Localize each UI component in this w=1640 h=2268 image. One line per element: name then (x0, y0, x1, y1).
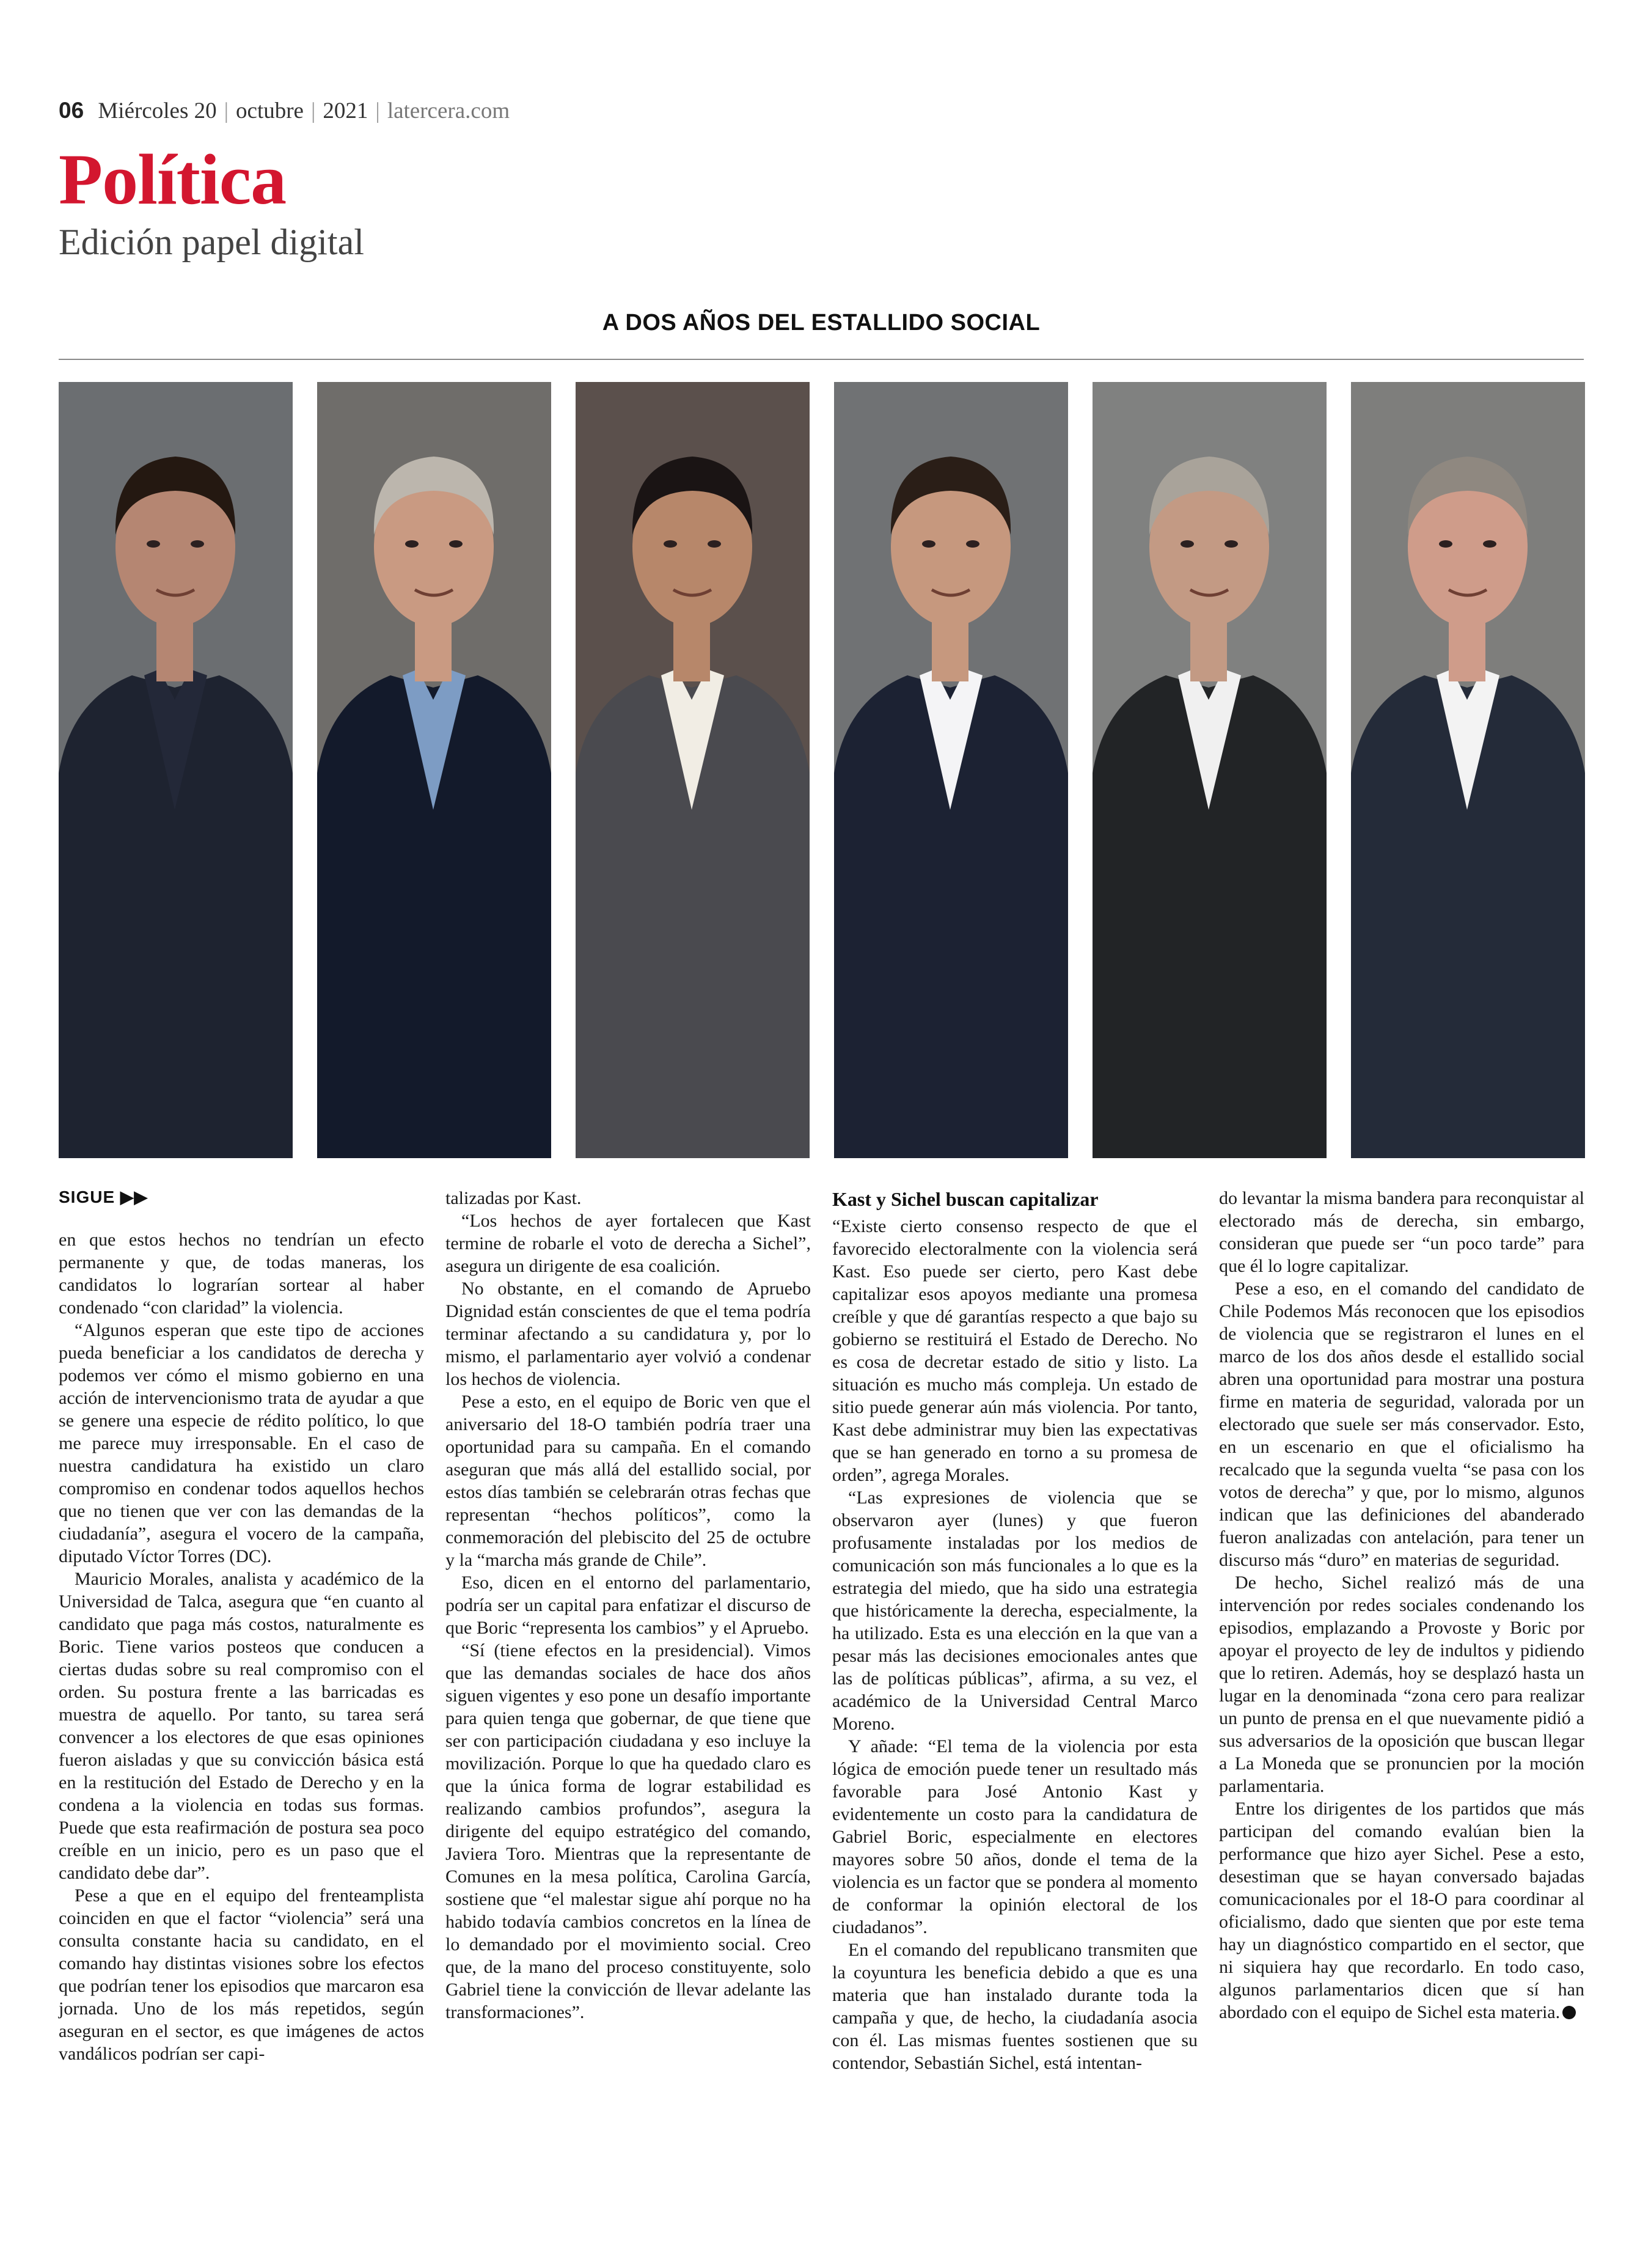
portrait-image (576, 382, 810, 1158)
portrait-eye (664, 540, 677, 548)
portrait-eye (966, 540, 979, 548)
folio-line (59, 98, 510, 124)
article-column-2 (445, 1187, 811, 2024)
article-column-3 (832, 1187, 1198, 2074)
article-paragraph: “Los hechos de ayer fortalecen que Kast termine de robarle el voto de derecha a Sichel”, asegura un dirigente de esa coalición. (445, 1211, 811, 1276)
portrait-eye (708, 540, 721, 548)
portrait-image (59, 382, 293, 1158)
page-number: 06 (59, 98, 84, 123)
end-of-story-bullet (1562, 2006, 1576, 2019)
article-paragraph: Eso, dicen en el entorno del parlamentario, podría ser un capital para enfatizar el discurso de que Boric “representa los cambios” y el Apruebo. (445, 1573, 811, 1638)
continuation-marker: SIGUE ▶▶ (59, 1187, 148, 1206)
subheading: Kast y Sichel buscan capitalizar (832, 1188, 1099, 1210)
candidate-photo-4 (834, 382, 1068, 1158)
article-paragraph: No obstante, en el comando de Apruebo Dignidad están conscientes de que el tema podría terminar afectando a su candidatura y, por lo mismo, el parlamentario ayer volvió a condenar los hechos de violencia. (445, 1279, 811, 1389)
article-paragraph: “Las expresiones de violencia que se observaron ayer (lunes) y que fueron profusamente instaladas por los medios de comunicación son más funcionales a lo que es la estrategia del miedo, que ha sido una estrategia que históricamente la derecha, especialmente, la ha utilizado. Esta es una elección en la que van a pesar más las decisiones emocionales antes que las de políticas públicas”, afirma, a su vez, el académico de la Universidad Central Marco Moreno. (832, 1488, 1198, 1734)
article-paragraph: En el comando del republicano transmiten que la coyuntura les beneficia debido a que es una materia que han instalado durante toda la campaña y que, de hecho, la ciudadanía asocia con él. Las mismas fuentes sostienen que su contendor, Sebastián Sichel, está intentan- (832, 1940, 1198, 2073)
candidate-photo-6 (1351, 382, 1585, 1158)
article-paragraph: De hecho, Sichel realizó más de una intervención por redes sociales condenando los episodios, emplazando a Provoste y Boric por apoyar el proyecto de ley de indultos y pidiendo que lo retiren. Además, hoy se desplazó hasta un lugar en la denominada “zona cero para realizar un punto de prensa en el que nuevamente pidió a sus adversarios de la oposición que buscan llegar a La Moneda que se pronuncien por la moción parlamentaria. (1219, 1573, 1584, 1796)
portrait-eye (1225, 540, 1238, 548)
portrait-eye (922, 540, 935, 548)
portrait-eye (405, 540, 419, 548)
candidate-photo-5 (1093, 382, 1327, 1158)
folio-month: octubre (236, 98, 304, 123)
article-paragraph: talizadas por Kast. (445, 1188, 582, 1208)
article-paragraph (1219, 1797, 1584, 2024)
article-paragraph: do levantar la misma bandera para reconquistar al electorado más de derecha, sin embargo, consideran que puede ser “un poco tarde” para que él lo logre capitalizar. (1219, 1188, 1584, 1276)
portrait-image (1093, 382, 1327, 1158)
folio-year: 2021 (323, 98, 368, 123)
article-paragraph: “Algunos esperan que este tipo de acciones pueda beneficiar a los candidatos de derecha y podemos ver cómo el mismo gobierno en una acción de intervencionismo trata de ayudar a que se genere una especie de rédito político, lo que me parece muy irresponsable. En el caso de nuestra candidatura ha existido un claro compromiso en condenar todos aquellos hechos que no tienen que ver con las demandas de la ciudadanía”, asegura el vocero de la campaña, diputado Víctor Torres (DC). (59, 1320, 424, 1566)
folio-site: latercera.com (387, 98, 510, 123)
article-paragraph: Pese a eso, en el comando del candidato de Chile Podemos Más reconocen que los episodios de violencia que se registraron el lunes en el marco de los dos años desde el estallido social abren una oportunidad para mostrar una postura firme en materia de seguridad, valorada por un electorado que suele ser más conservador. Esto, en un escenario en que el oficialismo ha recalcado que la segunda vuelta “se pasa con los votos de derecha” y que, por lo mismo, algunos indican que las definiciones del abanderado fueron analizadas con antelación, para tener un discurso más “duro” en materias de seguridad. (1219, 1279, 1584, 1570)
article-column-4 (1219, 1187, 1584, 2024)
folio-separator: | (310, 98, 316, 123)
article-paragraph: en que estos hechos no tendrían un efecto permanente y que, de todas maneras, los candidatos lo lograrían sortear al haber condenado “con claridad” la violencia. (59, 1230, 424, 1318)
section-title: Política (59, 139, 287, 219)
folio-day: Miércoles 20 (98, 98, 217, 123)
folio-separator: | (224, 98, 229, 123)
portrait-image (1351, 382, 1585, 1158)
portrait-image (834, 382, 1068, 1158)
section-subtitle: Edición papel digital (59, 222, 364, 262)
candidate-photo-strip (59, 382, 1586, 1158)
portrait-eye (1483, 540, 1496, 548)
article-paragraph-text: Entre los dirigentes de los partidos que más participan del comando evalúan bien la performance que hizo ayer Sichel. Pese a esto, desestiman que se hayan conversado bajadas comunicacionales por el 18-O para coordinar al oficialismo, dado que sienten que por este tema hay un diagnóstico compartido en el sector, que ni siquiera hay que recordarlo. En todo caso, algunos parlamentarios dicen que sí han abordado con el equipo de Sichel esta materia. (1219, 1799, 1584, 2022)
article-paragraph: Mauricio Morales, analista y académico de la Universidad de Talca, asegura que “en cuanto al candidato que paga más costos, naturalmente es Boric. Tiene varios posteos que conducen a ciertas dudas sobre su real compromiso con el orden. Su postura frente a las barricadas es muestra de aquello. Por tanto, su tarea será convencer a los electores de que esas opiniones fueron aisladas y que su convicción básica está en la restitución del Estado de Derecho y en la condena a la violencia en todas sus formas. Puede que esta reafirmación de postura sea poco creíble en un inicio, pero es un paso que el candidato debe dar”. (59, 1569, 424, 1883)
candidate-photo-3 (576, 382, 810, 1158)
candidate-photo-2 (317, 382, 551, 1158)
portrait-eye (449, 540, 463, 548)
portrait-eye (1181, 540, 1194, 548)
article-paragraph: “Sí (tiene efectos en la presidencial). Vimos que las demandas sociales de hace dos años siguen vigentes y eso pone un desafío importante para quien tenga que gobernar, de que tiene que ser con participación ciudadana y eso incluye la movilización. Porque lo que ha quedado claro es que la única forma de lograr estabilidad es realizando cambios profundos”, asegura la dirigente del equipo estratégico del comando, Javiera Toro. Mientras que la representante de Comunes en la mesa política, Carolina García, sostiene que “el malestar sigue ahí porque no ha habido todavía cambios concretos en la línea de lo demandado por el movimiento social. Creo que, de la mano del proceso constituyente, solo Gabriel tiene la convicción de llevar adelante las transformaciones”. (445, 1640, 811, 2022)
portrait-image (317, 382, 551, 1158)
folio-separator: | (375, 98, 380, 123)
kicker-rule (59, 359, 1584, 360)
portrait-eye (147, 540, 160, 548)
article-paragraph: “Existe cierto consenso respecto de que el favorecido electoralmente con la violencia será Kast. Eso puede ser cierto, pero Kast debe capitalizar esos apoyos mediante una promesa creíble y que dé garantías respecto a que bajo su gobierno se restituirá el Estado de Derecho. No es cosa de decretar estado de sitio y listo. La situación es mucho más compleja. Un estado de sitio puede generar aún más violencia. Por tanto, Kast debe administrar muy bien las expectativas que se han generado en torno a su promesa de orden”, agrega Morales. (832, 1216, 1198, 1485)
story-kicker: A DOS AÑOS DEL ESTALLIDO SOCIAL (602, 310, 1041, 336)
article-paragraph: Pese a que en el equipo del frenteamplista coinciden en que el factor “violencia” será una consulta constante hacia su candidato, en el comando hay distintas visiones sobre los efectos que podrían tener los episodios que marcaron esa jornada. Uno de los más repetidos, según aseguran en el sector, es que imágenes de actos vandálicos podrían ser capi- (59, 1885, 424, 2064)
article-column-1 (59, 1228, 424, 2065)
portrait-eye (1439, 540, 1452, 548)
article-paragraph: Pese a esto, en el equipo de Boric ven que el aniversario del 18-O también podría traer una oportunidad para su campaña. En el comando aseguran que más allá del estallido social, por estos días también se celebrarán otras fechas que representan “hechos políticos”, como la conmemoración del plebiscito del 25 de octubre y la “marcha más grande de Chile”. (445, 1392, 811, 1570)
candidate-photo-1 (59, 382, 293, 1158)
portrait-eye (191, 540, 204, 548)
article-paragraph: Y añade: “El tema de la violencia por esta lógica de emoción puede tener un resultado más favorable para José Antonio Kast y evidentemente un costo para la candidatura de Gabriel Boric, especialmente en electores mayores sobre 50 años, donde el tema de la violencia es un factor que se pondera al momento de conformar la opinión electoral de los ciudadanos”. (832, 1736, 1198, 1937)
